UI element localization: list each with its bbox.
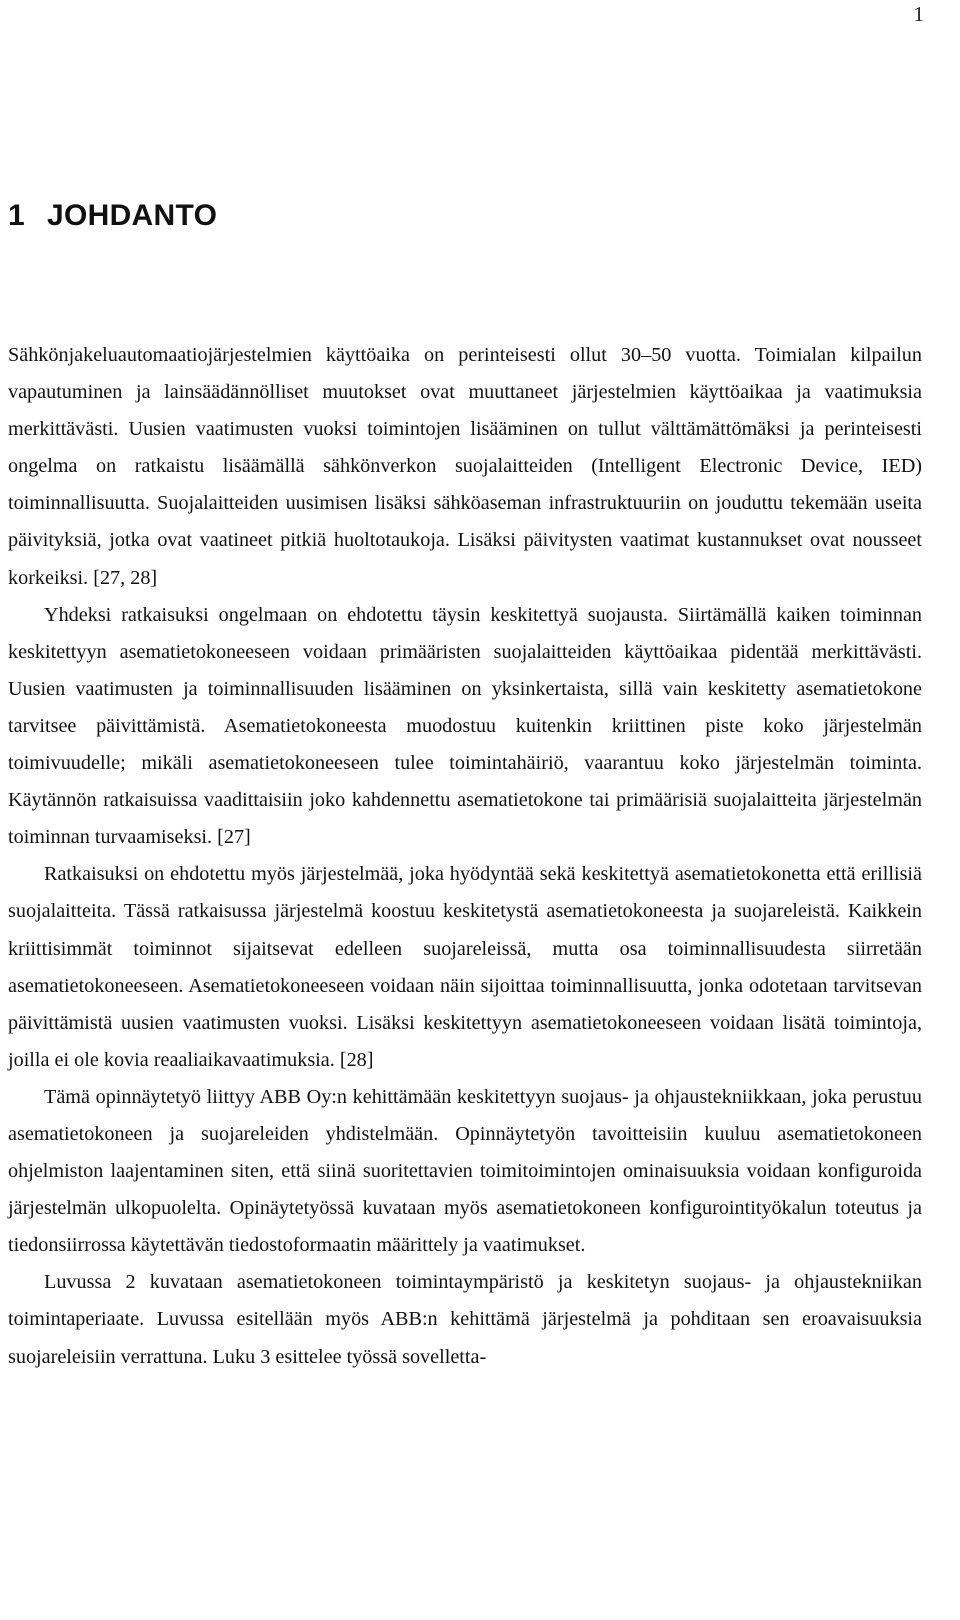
paragraph-thesis-goals: Tämä opinnäytetyö liittyy ABB Oy:n kehittämään keskitettyyn suojaus- ja ohjaustekniikkaan, joka perustuu asematietokoneen ja suojareleiden yhdistelmään. Opinnäytetyön tavoitteisiin kuuluu asematietokoneen ohjelmiston laajentaminen siten, että siinä suoritettavien toimitoimintojen ominaisuuksia voidaan konfiguroida järjestelmän ulkopuolelta. Opinäytetyössä kuvataan myös asematietokoneen konfigurointityökalun toteutus ja tiedonsiirrossa käytettävän tiedostoformaatin määrittely ja vaatimukset. — [8, 1085, 922, 1257]
paragraph-hybrid-solution: Ratkaisuksi on ehdotettu myös järjestelmää, joka hyödyntää sekä keskitettyä asematietokonetta että erillisiä suojalaitteita. Tässä ratkaisussa järjestelmä koostuu keskitetystä asematietokoneesta ja suojareleistä. Kaikkein kriittisimmät toiminnot sijaitsevat edelleen suojareleissä, mutta osa toiminnallisuudesta siirretään asematietokoneeseen. Asematietokoneeseen voidaan näin sijoittaa toiminnallisuutta, jonka odotetaan tarvitsevan päivittämistä uusien vaatimusten vuoksi. Lisäksi keskitettyyn asematietokoneeseen voidaan lisätä toimintoja, joilla ei ole kovia reaaliaikavaatimuksia. [28] — [8, 863, 922, 1071]
page-number: 1 — [913, 2, 924, 26]
chapter-heading — [8, 199, 217, 233]
body-text — [8, 337, 922, 1376]
paragraph-centralized-protection: Yhdeksi ratkaisuksi ongelmaan on ehdotettu täysin keskitettyä suojausta. Siirtämällä kaiken toiminnan keskitettyyn asematietokoneeseen voidaan primääristen suojalaitteiden käyttöaikaa pidentää merkittävästi. Uusien vaatimusten ja toiminnallisuuden lisääminen on yksinkertaista, sillä vain keskitetty asematietokone tarvitsee päivittämistä. Asematietokoneesta muodostuu kuitenkin kriittinen piste koko järjestelmän toimivuudelle; mikäli asematietokoneeseen tulee toimintahäiriö, vaarantuu koko järjestelmän toiminta. Käytännön ratkaisuissa vaadittaisiin joko kahdennettu asematietokone tai primäärisiä suojalaitteita järjestelmän toiminnan turvaamiseksi. [27] — [8, 603, 922, 849]
chapter-title: JOHDANTO — [47, 199, 218, 232]
chapter-number: 1 — [8, 199, 25, 232]
paragraph-chapter-overview: Luvussa 2 kuvataan asematietokoneen toimintaympäristö ja keskitetyn suojaus- ja ohjaustekniikan toimintaperiaate. Luvussa esitellään myös ABB:n kehittämä järjestelmä ja pohditaan sen eroavaisuuksia suojareleisiin verrattuna. Luku 3 esittelee työssä sovelletta- — [8, 1271, 922, 1368]
paragraph-intro: Sähkönjakeluautomaatiojärjestelmien käyttöaika on perinteisesti ollut 30–50 vuotta. Toimialan kilpailun vapautuminen ja lainsäädännölliset muutokset ovat muuttaneet järjestelmien käyttöaikaa ja vaatimuksia merkittävästi. Uusien vaatimusten vuoksi toimintojen lisääminen on tullut välttämättömäksi ja perinteisesti ongelma on ratkaistu lisäämällä sähkönverkon suojalaitteiden (Intelligent Electronic Device, IED) toiminnallisuutta. Suojalaitteiden uusimisen lisäksi sähköaseman infrastruktuuriin on jouduttu tekemään useita päivityksiä, jotka ovat vaatineet pitkiä huoltotaukoja. Lisäksi päivitysten vaatimat kustannukset ovat nousseet korkeiksi. [27, 28] — [8, 344, 922, 589]
